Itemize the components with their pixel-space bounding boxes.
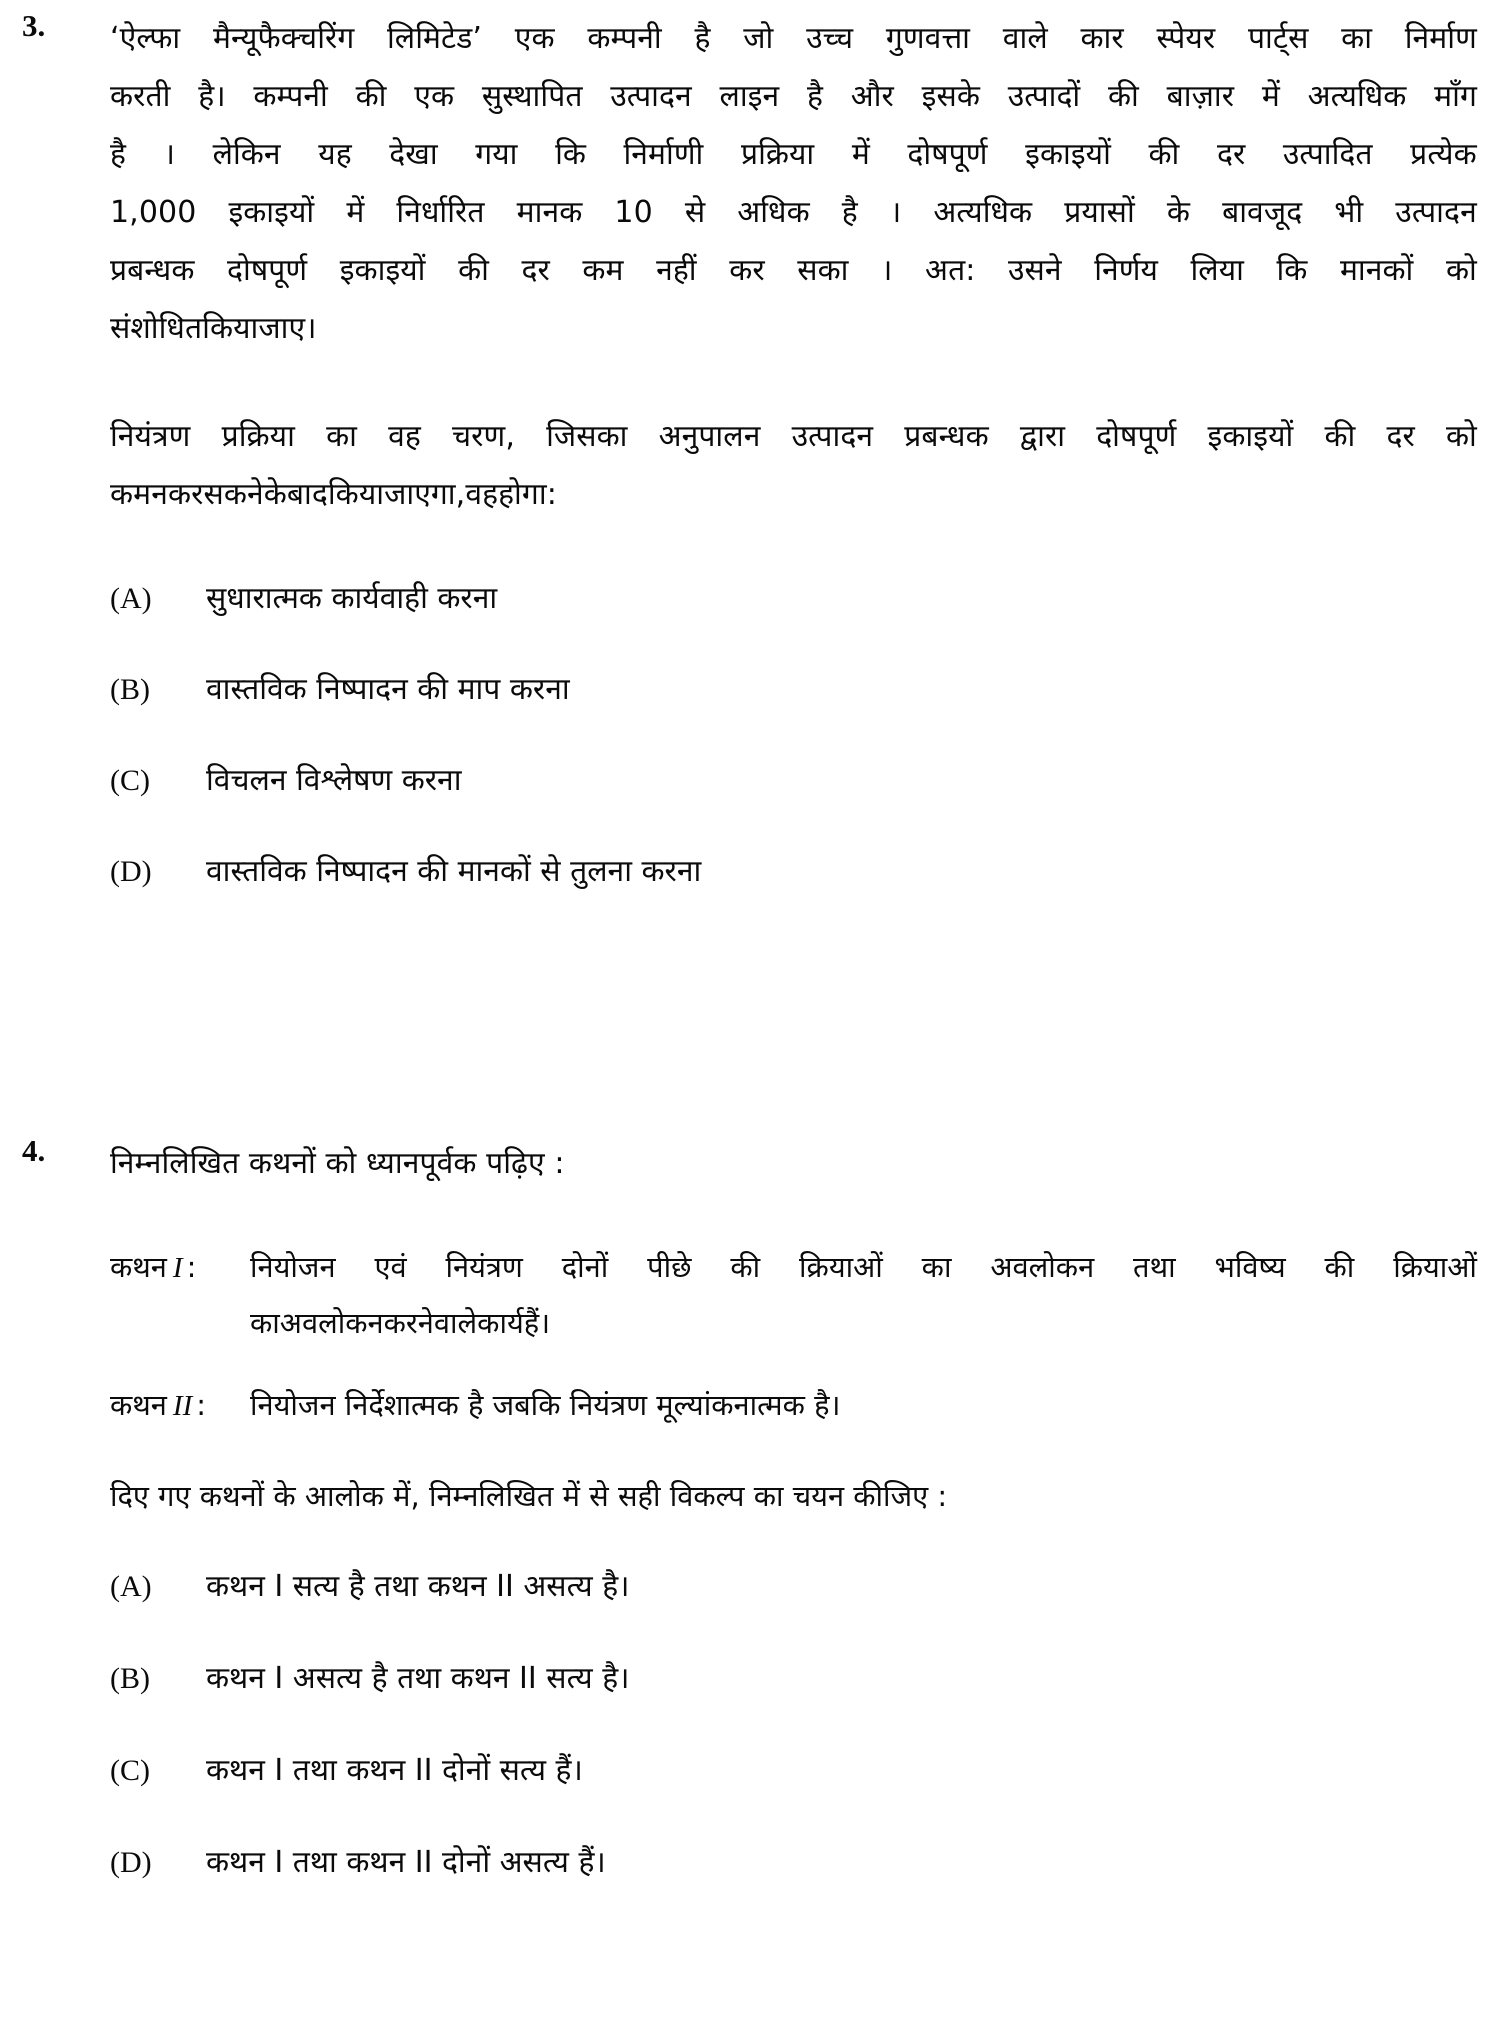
option-b[interactable]	[110, 1656, 1477, 1702]
text-word: उत्पादन	[791, 419, 874, 454]
text-word: उसने	[1008, 253, 1062, 288]
text-word: है	[694, 21, 711, 56]
statement-label-roman: I	[172, 1252, 183, 1284]
text-word: यह	[318, 137, 352, 172]
text-word: एक	[514, 21, 555, 56]
text-word: का	[1341, 21, 1373, 56]
text-word: गया	[475, 137, 518, 172]
text-word: कि	[555, 137, 586, 172]
text-word: जाएगा,	[384, 477, 466, 512]
paragraph-line	[110, 466, 1477, 524]
text-word: नियंत्रण	[445, 1250, 523, 1284]
question-3-paragraph-2	[110, 408, 1477, 524]
option-label: (C)	[110, 764, 150, 797]
statement-2-body	[250, 1377, 1477, 1433]
text-word: नियंत्रण	[110, 419, 191, 454]
text-word: की	[1324, 1250, 1355, 1284]
text-word: चरण,	[452, 419, 515, 454]
question-body-4	[110, 1135, 1477, 1886]
text-word: है	[110, 137, 127, 172]
text-word: पार्ट्स	[1247, 21, 1309, 56]
text-word: को	[1446, 419, 1477, 454]
paragraph-line	[110, 126, 1477, 184]
option-text: सुधारात्मक कार्यवाही करना	[206, 581, 498, 616]
text-word: बाज़ार	[1166, 79, 1235, 114]
text-word: प्रत्येक	[1410, 137, 1477, 172]
text-word: के	[1166, 195, 1191, 230]
option-a[interactable]	[110, 1564, 1477, 1610]
text-word: करने	[383, 1306, 434, 1340]
text-word: उत्पादों	[1007, 79, 1081, 114]
text-word: दर	[1216, 137, 1246, 172]
text-word: बाद	[286, 477, 328, 512]
text-word: की	[730, 1250, 761, 1284]
text-word: कम	[582, 253, 624, 288]
option-label: (C)	[110, 1754, 150, 1787]
text-word: उत्पादन	[1395, 195, 1477, 230]
text-word: वाले	[433, 1306, 478, 1340]
text-word: है	[841, 195, 858, 230]
paragraph-line	[110, 242, 1477, 300]
statement-line: नियोजन निर्देशात्मक है जबकि नियंत्रण मूल्यांकनात्मक है।	[250, 1388, 841, 1422]
text-word: जाए।	[258, 311, 317, 346]
question-block-4	[0, 1135, 1505, 1932]
option-text: वास्तविक निष्पादन की मानकों से तुलना करना	[206, 854, 702, 889]
text-word: का	[921, 1250, 952, 1284]
text-word: प्रबन्धक	[904, 419, 989, 454]
text-word: स्पेयर	[1156, 21, 1216, 56]
text-word: प्रक्रिया	[740, 137, 815, 172]
text-word: लिया	[1190, 253, 1244, 288]
text-word: हैं।	[523, 1306, 551, 1340]
text-word: दर	[1386, 419, 1415, 454]
text-word: दोषपूर्ण	[907, 137, 988, 172]
text-word: से	[684, 195, 706, 230]
text-word: उत्पादन	[610, 79, 692, 114]
text-word: कर	[167, 477, 204, 512]
text-word: है	[807, 79, 824, 114]
paragraph-line	[110, 10, 1477, 68]
text-word: की	[1324, 419, 1356, 454]
text-word: में	[851, 137, 870, 172]
text-word: कर	[729, 253, 765, 288]
question-body-3	[110, 10, 1477, 895]
text-word: अवलोकन	[990, 1250, 1095, 1284]
option-label: (D)	[110, 1846, 152, 1879]
text-word: और	[850, 79, 894, 114]
statement-1-label	[110, 1239, 250, 1296]
paragraph-line	[110, 300, 1477, 358]
text-word: लिमिटेड’	[387, 21, 483, 56]
text-word: सकने	[203, 477, 264, 512]
text-word: अत्यधिक	[933, 195, 1033, 230]
option-d[interactable]	[110, 849, 1477, 895]
option-text: कथन I असत्य है तथा कथन II सत्य है।	[206, 1661, 630, 1696]
text-word: नहीं	[656, 253, 697, 288]
text-word: प्रक्रिया	[221, 419, 295, 454]
option-text: कथन I तथा कथन II दोनों असत्य हैं।	[206, 1845, 606, 1880]
text-word: गुणवत्ता	[885, 21, 971, 56]
text-word: वह	[388, 419, 421, 454]
text-word: की	[458, 253, 489, 288]
text-word: करती	[110, 79, 171, 114]
text-word: वाले	[1002, 21, 1048, 56]
text-word: है।	[198, 79, 226, 114]
text-word: उत्पादित	[1282, 137, 1373, 172]
text-word: ।	[163, 137, 176, 172]
text-word: सका	[797, 253, 849, 288]
text-word: प्रबन्धक	[110, 253, 195, 288]
paragraph-line	[110, 184, 1477, 242]
option-text: वास्तविक निष्पादन की माप करना	[206, 672, 570, 707]
text-word: ‘ऐल्फा	[110, 21, 181, 56]
option-d[interactable]	[110, 1840, 1477, 1886]
question-4-statements	[110, 1239, 1477, 1434]
statement-line	[250, 1295, 1477, 1351]
text-word: प्रयासों	[1064, 195, 1135, 230]
question-number-4: 4.	[22, 1133, 46, 1168]
statement-label-prefix: कथन	[110, 1250, 167, 1284]
text-word: को	[1445, 253, 1477, 288]
text-word: माँग	[1434, 79, 1477, 114]
text-word: निर्माण	[1404, 21, 1477, 56]
text-word: इकाइयों	[339, 253, 426, 288]
text-word: एक	[414, 79, 455, 114]
option-label: (B)	[110, 1662, 150, 1695]
text-word: इकाइयों	[1025, 137, 1111, 172]
text-word: ।	[881, 253, 893, 288]
option-label: (A)	[110, 582, 152, 615]
text-word: इकाइयों	[228, 195, 315, 230]
prompt-line: निम्नलिखित कथनों को ध्यानपूर्वक पढ़िए :	[110, 1146, 565, 1181]
text-word: किया	[202, 311, 259, 346]
text-word: निर्धारित	[396, 195, 485, 230]
text-word: अत:	[925, 253, 976, 288]
text-word: एवं	[374, 1250, 407, 1284]
question-number-3: 3.	[22, 8, 46, 43]
text-word: की	[1148, 137, 1180, 172]
text-word: कम्पनी	[587, 21, 662, 56]
text-word: लाइन	[719, 79, 780, 114]
question-4-lead-line: दिए गए कथनों के आलोक में, निम्नलिखित में से सही विकल्प का चयन कीजिए :	[110, 1479, 948, 1513]
text-word: उच्च	[806, 21, 854, 56]
text-word: भविष्य	[1214, 1250, 1286, 1284]
paragraph-line	[110, 68, 1477, 126]
text-word: की	[1108, 79, 1139, 114]
text-word: अवलोकन	[279, 1306, 384, 1340]
text-word: अनुपालन	[658, 419, 761, 454]
statement-label-prefix: कथन	[110, 1388, 167, 1422]
text-word: कार्य	[477, 1306, 524, 1340]
text-word: भी	[1334, 195, 1364, 230]
text-word: में	[1261, 79, 1280, 114]
option-text: कथन I तथा कथन II दोनों सत्य हैं।	[206, 1753, 583, 1788]
text-word: का	[250, 1306, 280, 1340]
statement-1-body	[250, 1239, 1477, 1351]
text-word: कार	[1080, 21, 1124, 56]
statement-2	[110, 1377, 1477, 1434]
text-word: दोनों	[561, 1250, 609, 1284]
question-4-options	[110, 1564, 1477, 1886]
text-word: मैन्यूफैक्चरिंग	[213, 21, 355, 56]
text-word: लेकिन	[212, 137, 281, 172]
text-word: निर्माणी	[623, 137, 704, 172]
question-4-prompt	[110, 1135, 1477, 1193]
text-word: कि	[1276, 253, 1308, 288]
text-word: अत्यधिक	[1307, 79, 1407, 114]
text-word: नियोजन	[250, 1250, 336, 1284]
statement-label-suffix: :	[196, 1388, 207, 1422]
option-b[interactable]	[110, 667, 1477, 713]
text-word: देखा	[389, 137, 438, 172]
option-c[interactable]	[110, 1748, 1477, 1794]
text-word: जिसका	[546, 419, 628, 454]
text-word: निर्णय	[1094, 253, 1158, 288]
question-block-3	[0, 10, 1505, 940]
option-a[interactable]	[110, 576, 1477, 622]
text-word: क्रियाओं	[1393, 1250, 1477, 1284]
option-text: कथन I सत्य है तथा कथन II असत्य है।	[206, 1569, 630, 1604]
option-text: विचलन विश्लेषण करना	[206, 763, 462, 798]
text-word: दोषपूर्ण	[1096, 419, 1177, 454]
text-word: तथा	[1133, 1250, 1176, 1284]
text-word: के	[263, 477, 287, 512]
text-word: अधिक	[737, 195, 810, 230]
text-word: द्वारा	[1019, 419, 1066, 454]
text-word: वह	[465, 477, 499, 512]
statement-2-label	[110, 1377, 250, 1434]
statement-line	[250, 1239, 1477, 1295]
text-word: का	[326, 419, 357, 454]
text-word: पीछे	[647, 1250, 692, 1284]
question-3-options	[110, 576, 1477, 895]
text-word: बावजूद	[1222, 195, 1303, 230]
option-label: (A)	[110, 1570, 152, 1603]
text-word: इसके	[921, 79, 981, 114]
text-word: इकाइयों	[1207, 419, 1294, 454]
text-word: 10	[614, 195, 653, 230]
text-word: होगा	[498, 477, 547, 512]
text-word: सुस्थापित	[481, 79, 583, 114]
text-word: की	[355, 79, 387, 114]
text-word: मानक	[516, 195, 583, 230]
text-word: मानकों	[1339, 253, 1414, 288]
statement-1	[110, 1239, 1477, 1351]
option-label: (D)	[110, 855, 152, 888]
text-word: :	[546, 477, 557, 512]
option-label: (B)	[110, 673, 150, 706]
text-word: दोषपूर्ण	[227, 253, 308, 288]
text-word: किया	[327, 477, 385, 512]
text-word: क्रियाओं	[799, 1250, 883, 1284]
text-word: कम्पनी	[253, 79, 328, 114]
statement-label-roman: II	[172, 1390, 193, 1422]
statement-label-suffix: :	[186, 1250, 197, 1284]
question-3-paragraph-1	[110, 10, 1477, 358]
option-c[interactable]	[110, 758, 1477, 804]
text-word: न	[151, 477, 168, 512]
text-word: 1,000	[110, 195, 197, 230]
text-word: ।	[889, 195, 902, 230]
paragraph-line	[110, 408, 1477, 466]
text-word: में	[346, 195, 365, 230]
text-word: कम	[110, 477, 152, 512]
text-word: जो	[743, 21, 774, 56]
text-word: दर	[521, 253, 550, 288]
text-word: संशोधित	[110, 311, 203, 346]
